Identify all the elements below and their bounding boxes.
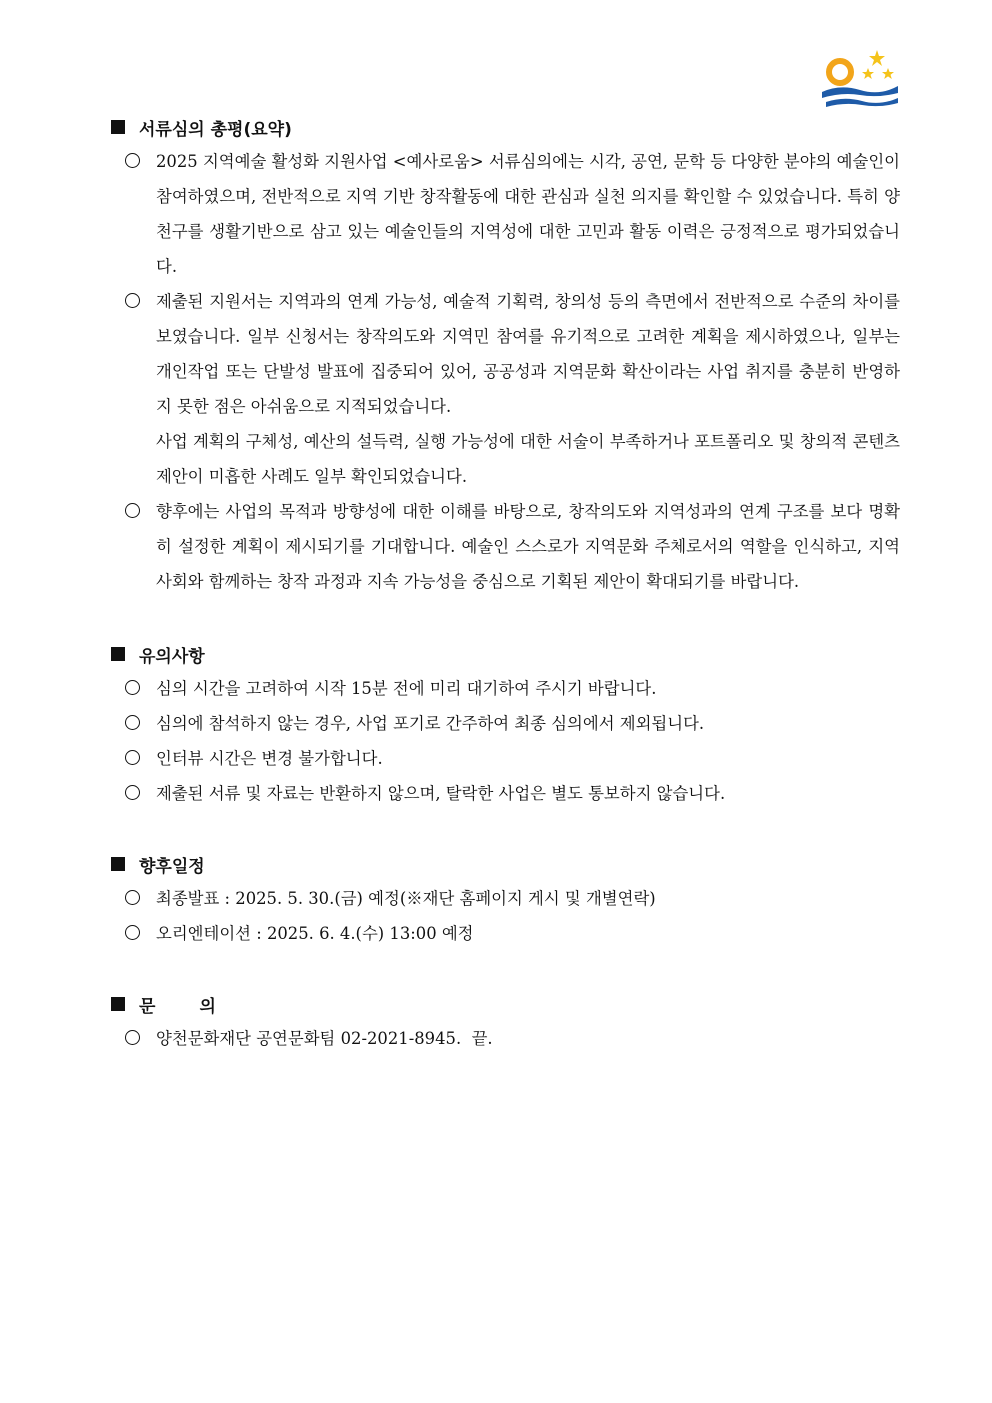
paragraph: 2025 지역예술 활성화 지원사업 <예사로움> 서류심의에는 시각, 공연, 문학 등 다양한 분야의 예술인이 참여하였으며, 전반적으로 지역 기반 창작활동에 대한 관심과 실천 의지를 확인할 수 있었습니다. 특히 양천구를 생활기반으로 삼고 있는 예술인들의 지역성에 대한 고민과 활동 이력은 긍정적으로 평가되었습니다.: [156, 152, 900, 276]
paragraph: 오리엔테이션 : 2025. 6. 4.(수) 13:00 예정: [156, 924, 474, 943]
paragraph: 인터뷰 시간은 변경 불가합니다.: [156, 749, 383, 768]
circle-bullet-icon: [125, 890, 140, 905]
paragraph: 양천문화재단 공연문화팀 02-2021-8945. 끝.: [156, 1029, 493, 1048]
circle-bullet-icon: [125, 750, 140, 765]
square-bullet-icon: [111, 120, 125, 134]
circle-bullet-icon: [125, 715, 140, 730]
logo-star-icon: [862, 68, 874, 79]
logo-wave-top: [822, 86, 898, 98]
list-item: [108, 1021, 900, 1056]
square-bullet-icon: [111, 647, 125, 661]
circle-bullet-icon: [125, 1030, 140, 1045]
section-title: 서류심의 총평(요약): [139, 119, 292, 140]
logo-star-icon: [869, 50, 885, 66]
circle-bullet-icon: [125, 680, 140, 695]
circle-bullet-icon: [125, 785, 140, 800]
paragraph: 제출된 지원서는 지역과의 연계 가능성, 예술적 기획력, 창의성 등의 측면에서 전반적으로 수준의 차이를 보였습니다. 일부 신청서는 창작의도와 지역민 참여를 유기적으로 고려한 계획을 제시하였으나, 일부는 개인작업 또는 단발성 발표에 집중되어 있어, 공공성과 지역문화 확산이라는 사업 취지를 충분히 반영하지 못한 점은 아쉬움으로 지적되었습니다.: [156, 292, 900, 416]
list-item: [108, 776, 900, 811]
paragraph: 향후에는 사업의 목적과 방향성에 대한 이해를 바탕으로, 창작의도와 지역성과의 연계 구조를 보다 명확히 설정한 계획이 제시되기를 기대합니다. 예술인 스스로가 지역문화 주체로서의 역할을 인식하고, 지역사회와 함께하는 창작 과정과 지속 가능성을 중심으로 기획된 제안이 확대되기를 바랍니다.: [156, 502, 900, 591]
paragraph: 최종발표 : 2025. 5. 30.(금) 예정(※재단 홈페이지 게시 및 개별연락): [156, 889, 656, 908]
square-bullet-icon: [111, 857, 125, 871]
circle-bullet-icon: [125, 153, 140, 168]
logo-sun-ring: [829, 61, 851, 83]
title-char: 문: [139, 996, 156, 1017]
list-item: [108, 494, 900, 599]
list-item: [108, 284, 900, 494]
circle-bullet-icon: [125, 925, 140, 940]
square-bullet-icon: [111, 997, 125, 1011]
list-item: [108, 706, 900, 741]
logo-wave-bottom: [826, 98, 898, 107]
foundation-logo: [820, 48, 900, 110]
section-heading-notes: [108, 637, 900, 671]
paragraph: 사업 계획의 구체성, 예산의 설득력, 실행 가능성에 대한 서술이 부족하거나 포트폴리오 및 창의적 콘텐츠 제안이 미흡한 사례도 일부 확인되었습니다.: [156, 432, 900, 486]
logo-star-icon: [882, 68, 894, 79]
section-heading-schedule: [108, 847, 900, 881]
paragraph: 심의 시간을 고려하여 시작 15분 전에 미리 대기하여 주시기 바랍니다.: [156, 679, 657, 698]
section-heading-contact: [108, 987, 900, 1021]
circle-bullet-icon: [125, 503, 140, 518]
list-item: [108, 881, 900, 916]
list-item: [108, 671, 900, 706]
title-char: 의: [199, 996, 216, 1017]
paragraph: 제출된 서류 및 자료는 반환하지 않으며, 탈락한 사업은 별도 통보하지 않습니다.: [156, 784, 726, 803]
section-title: [139, 992, 216, 1017]
section-heading-summary: [108, 110, 900, 144]
section-title: 유의사항: [139, 646, 205, 667]
list-item: [108, 916, 900, 951]
document-body: [108, 110, 900, 1056]
section-title: 향후일정: [139, 856, 205, 877]
list-item: [108, 144, 900, 284]
circle-bullet-icon: [125, 293, 140, 308]
list-item: [108, 741, 900, 776]
paragraph: 심의에 참석하지 않는 경우, 사업 포기로 간주하여 최종 심의에서 제외됩니다.: [156, 714, 705, 733]
